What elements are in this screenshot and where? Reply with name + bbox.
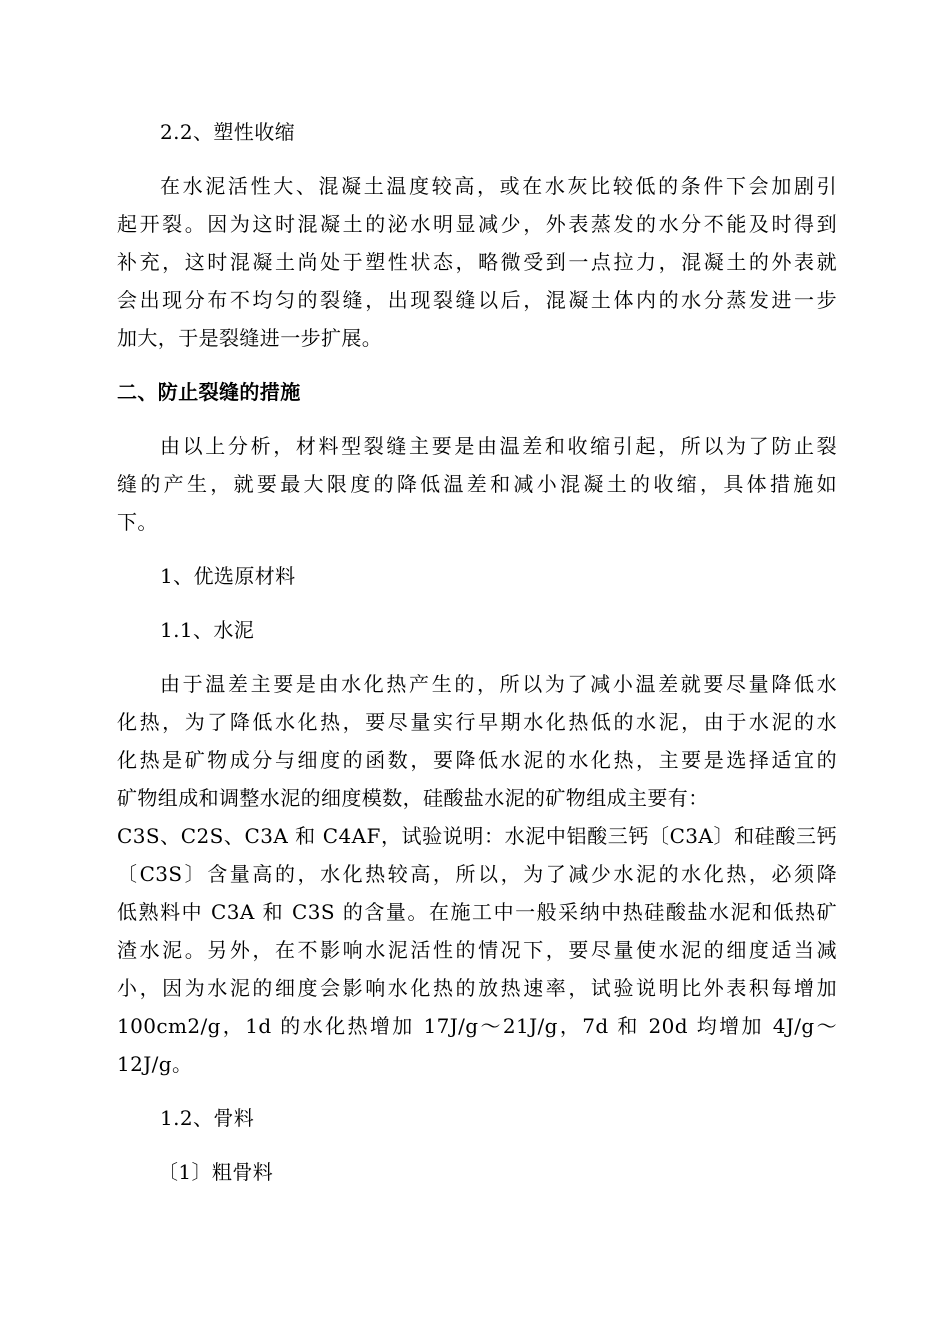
paragraph-line: 矿物组成和调整水泥的细度模数，硅酸盐水泥的矿物组成主要有： xyxy=(117,786,709,810)
section-1-2-1-heading: 〔1〕粗骨料 xyxy=(158,1160,274,1184)
paragraph-line: 小，因为水泥的细度会影响水化热的放热速率，试验说明比外表积每增加 xyxy=(117,976,837,1000)
paragraph-line: 化热，为了降低水化热，要尽量实行早期水化热低的水泥，由于水泥的水 xyxy=(117,710,837,734)
paragraph-line: 加大，于是裂缝进一步扩展。 xyxy=(117,326,383,350)
paragraph-line: 补充，这时混凝土尚处于塑性状态，略微受到一点拉力，混凝土的外表就 xyxy=(117,250,837,274)
paragraph-line: C3S、C2S、C3A 和 C4AF，试验说明：水泥中铝酸三钙〔C3A〕和硅酸三钙 xyxy=(117,824,837,848)
paragraph-line: 渣水泥。另外，在不影响水泥活性的情况下，要尽量使水泥的细度适当减 xyxy=(117,938,837,962)
paragraph-line: 12J/g。 xyxy=(117,1052,193,1076)
paragraph-line: 会出现分布不均匀的裂缝，出现裂缝以后，混凝土体内的水分蒸发进一步 xyxy=(117,288,837,312)
paragraph-line: 由以上分析，材料型裂缝主要是由温差和收缩引起，所以为了防止裂 xyxy=(160,434,837,458)
paragraph-line: 化热是矿物成分与细度的函数，要降低水泥的水化热，主要是选择适宜的 xyxy=(117,748,837,772)
paragraph-line: 100cm2/g，1d 的水化热增加 17J/g～21J/g，7d 和 20d 均增加 4J/g～ xyxy=(117,1014,837,1038)
section-1-1-heading: 1.1、水泥 xyxy=(160,618,255,642)
paragraph-line: 低熟料中 C3A 和 C3S 的含量。在施工中一般采纳中热硅酸盐水泥和低热矿 xyxy=(117,900,837,924)
section-1-2-heading: 1.2、骨料 xyxy=(160,1106,255,1130)
paragraph-line: 下。 xyxy=(117,510,158,534)
paragraph-line: 起开裂。因为这时混凝土的泌水明显减少，外表蒸发的水分不能及时得到 xyxy=(117,212,837,236)
paragraph-line: 在水泥活性大、混凝土温度较高，或在水灰比较低的条件下会加剧引 xyxy=(160,174,837,198)
paragraph-line: 缝的产生，就要最大限度的降低温差和减小混凝土的收缩，具体措施如 xyxy=(117,472,837,496)
paragraph-line: 由于温差主要是由水化热产生的，所以为了减小温差就要尽量降低水 xyxy=(160,672,837,696)
section-1-heading: 1、优选原材料 xyxy=(160,564,296,588)
section-2-2-heading: 2.2、塑性收缩 xyxy=(160,120,296,144)
measures-heading: 二、防止裂缝的措施 xyxy=(117,380,301,404)
paragraph-line: 〔C3S〕含量高的，水化热较高，所以，为了减少水泥的水化热，必须降 xyxy=(117,862,837,886)
